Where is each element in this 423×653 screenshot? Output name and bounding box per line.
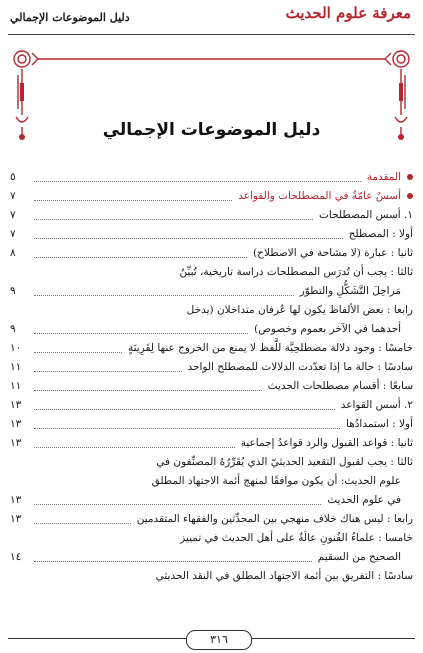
toc-entry-label: ثانيا : عبارة (لا مشاحة في الاصطلاح) [253,247,413,259]
toc-entry [10,358,413,377]
toc-entry [10,377,413,396]
toc-entry [10,415,413,434]
toc-entry [10,510,413,529]
toc-entry-text [179,263,413,282]
toc-entry [10,434,413,453]
toc-entry [10,472,413,491]
toc-entry-text [268,377,413,396]
dot-leader [34,428,340,429]
ornamental-title-frame [8,45,415,145]
toc-entry-text [319,206,413,225]
toc-entry-label: الصحيح من السقيم [317,551,401,563]
toc-entry-label: المقدمة [366,171,401,183]
toc-page-number: ٧ [10,190,16,202]
toc-entry [10,548,413,567]
toc-page-number: ١٤ [10,551,22,563]
toc-page-number: ١١ [10,361,22,373]
toc-entry [10,301,413,320]
toc-entry-text [156,567,413,586]
toc-entry-label: أولا : المصطلح [348,228,413,240]
bullet-icon [407,174,413,180]
dot-leader [34,390,262,391]
toc-entry-text [341,396,413,415]
toc-entry [10,453,413,472]
toc-entry-text [152,472,401,491]
toc-entry [10,567,413,586]
toc-entry [10,282,413,301]
toc-entry [10,244,413,263]
toc-page-number: ١٣ [10,437,22,449]
dot-leader [34,523,131,524]
toc-page-number: ٧ [10,209,16,221]
toc-page-number: ٩ [10,285,16,297]
toc-entry-label: ثالثا : يجب لقبول التقعيد الحديثيّ الذي يُقَرِّرُهُ المصنِّفون في [156,456,413,468]
toc-entry-text [156,453,413,472]
toc-entry-label: في علوم الحديث [327,494,401,506]
toc-page-number: ١١ [10,380,22,392]
toc-entry [10,529,413,548]
dot-leader [34,200,232,201]
page-footer [8,628,415,650]
page-number: ٣١٦ [186,630,252,650]
toc-entry-label: سادسًا : التفريق بين أئمة الاجتهاد المطلق في النقد الحديثي [155,570,413,582]
toc-entry-label: خامسا : علماءُ الفُنونِ عالَةٌ على أهل الحديث في تمييز [180,532,413,544]
toc-entry-label: ٢. أسس القواعد [340,399,413,411]
dot-leader [34,371,182,372]
toc-entry [10,491,413,510]
toc-entry [10,320,413,339]
toc-entry [10,339,413,358]
toc-entry-label: رابعا : ليس هناك خلاف منهجي بين المحدِّثين والفقهاء المتقدمين [136,513,413,525]
toc-entry-label: خامسًا : وجود دلالة مصطلحِيَّة للَّفظ لا يمنع من الخروج عنها لِقَرِينَةٍ [127,342,413,354]
toc-entry [10,263,413,282]
toc-entry-label: ١. أسس المصطلحات [319,209,413,221]
toc-entry [10,225,413,244]
dot-leader [34,561,312,562]
dot-leader [34,238,343,239]
toc-entry [10,168,413,187]
toc-entry [10,206,413,225]
toc-page-number: ١٣ [10,399,22,411]
toc-entry-text [367,168,401,187]
toc-entry-text [238,187,401,206]
toc-entry-text [300,282,401,301]
toc-entry-label: رابعا : بعض الألفاظ يكون لها عُرفان متداخلان (يدخل [186,304,413,316]
toc-entry [10,396,413,415]
toc-entry-label: علوم الحديث: أن يكون موافقًا لمنهج أئمة الاجتهاد المطلق [151,475,401,487]
dot-leader [34,409,335,410]
toc-entry-text [128,339,413,358]
toc-entry-text [349,225,413,244]
toc-entry-label: أسسٌ عامّةٌ في المصطلحات والقواعد [238,190,401,202]
dot-leader [34,219,313,220]
toc-entry-text [187,301,413,320]
toc-entry-text [137,510,413,529]
toc-page-number: ٨ [10,247,16,259]
toc-list [10,168,413,586]
section-title: دليل الموضوعات الإجمالي [102,120,321,140]
toc-entry-label: أحدهما في الآخر بعموم وخصوص) [254,323,401,335]
dot-leader [34,181,361,182]
book-title-logo: معرفة علوم الحديث [285,4,411,22]
toc-entry-text [254,320,401,339]
dot-leader [34,352,122,353]
running-title: دليل الموضوعات الإجمالي [10,11,130,24]
dot-leader [34,257,247,258]
toc-entry-text [346,415,413,434]
toc-page-number: ١٣ [10,418,22,430]
toc-page-number: ٩ [10,323,16,335]
toc-entry-label: سابعًا : أقسام مصطلحات الحديث [267,380,413,392]
toc-page-number: ١٠ [10,342,22,354]
toc-entry-text [241,434,413,453]
toc-entry-label: ثانيا : قواعد القبول والرد قواعدُ إجماعية [240,437,413,449]
toc-entry [10,187,413,206]
toc-entry-text [253,244,413,263]
dot-leader [34,447,235,448]
toc-entry-text [318,548,401,567]
dot-leader [34,504,321,505]
dot-leader [34,295,294,296]
toc-entry-label: مَراحِلَ التَّشَكُّلِ والتطوّر [299,285,401,297]
toc-page-number: ٧ [10,228,16,240]
toc-entry-text [188,358,414,377]
toc-page-number: ١٣ [10,513,22,525]
toc-entry-text [327,491,401,510]
toc-page-number: ١٣ [10,494,22,506]
bullet-icon [407,193,413,199]
toc-entry-label: ثالثا : يجب أن تُدرَس المصطلحات دراسة تاريخية، تُبيِّنُ [179,266,413,278]
running-header [8,4,415,35]
dot-leader [34,333,248,334]
toc-page-number: ٥ [10,171,16,183]
toc-entry-label: سادسًا : حالة ما إذا تعدّدت الدلالات للمصطلح الواحد [187,361,413,373]
toc-entry-text [180,529,413,548]
toc-entry-label: أولا : استمدادُها [346,418,413,430]
